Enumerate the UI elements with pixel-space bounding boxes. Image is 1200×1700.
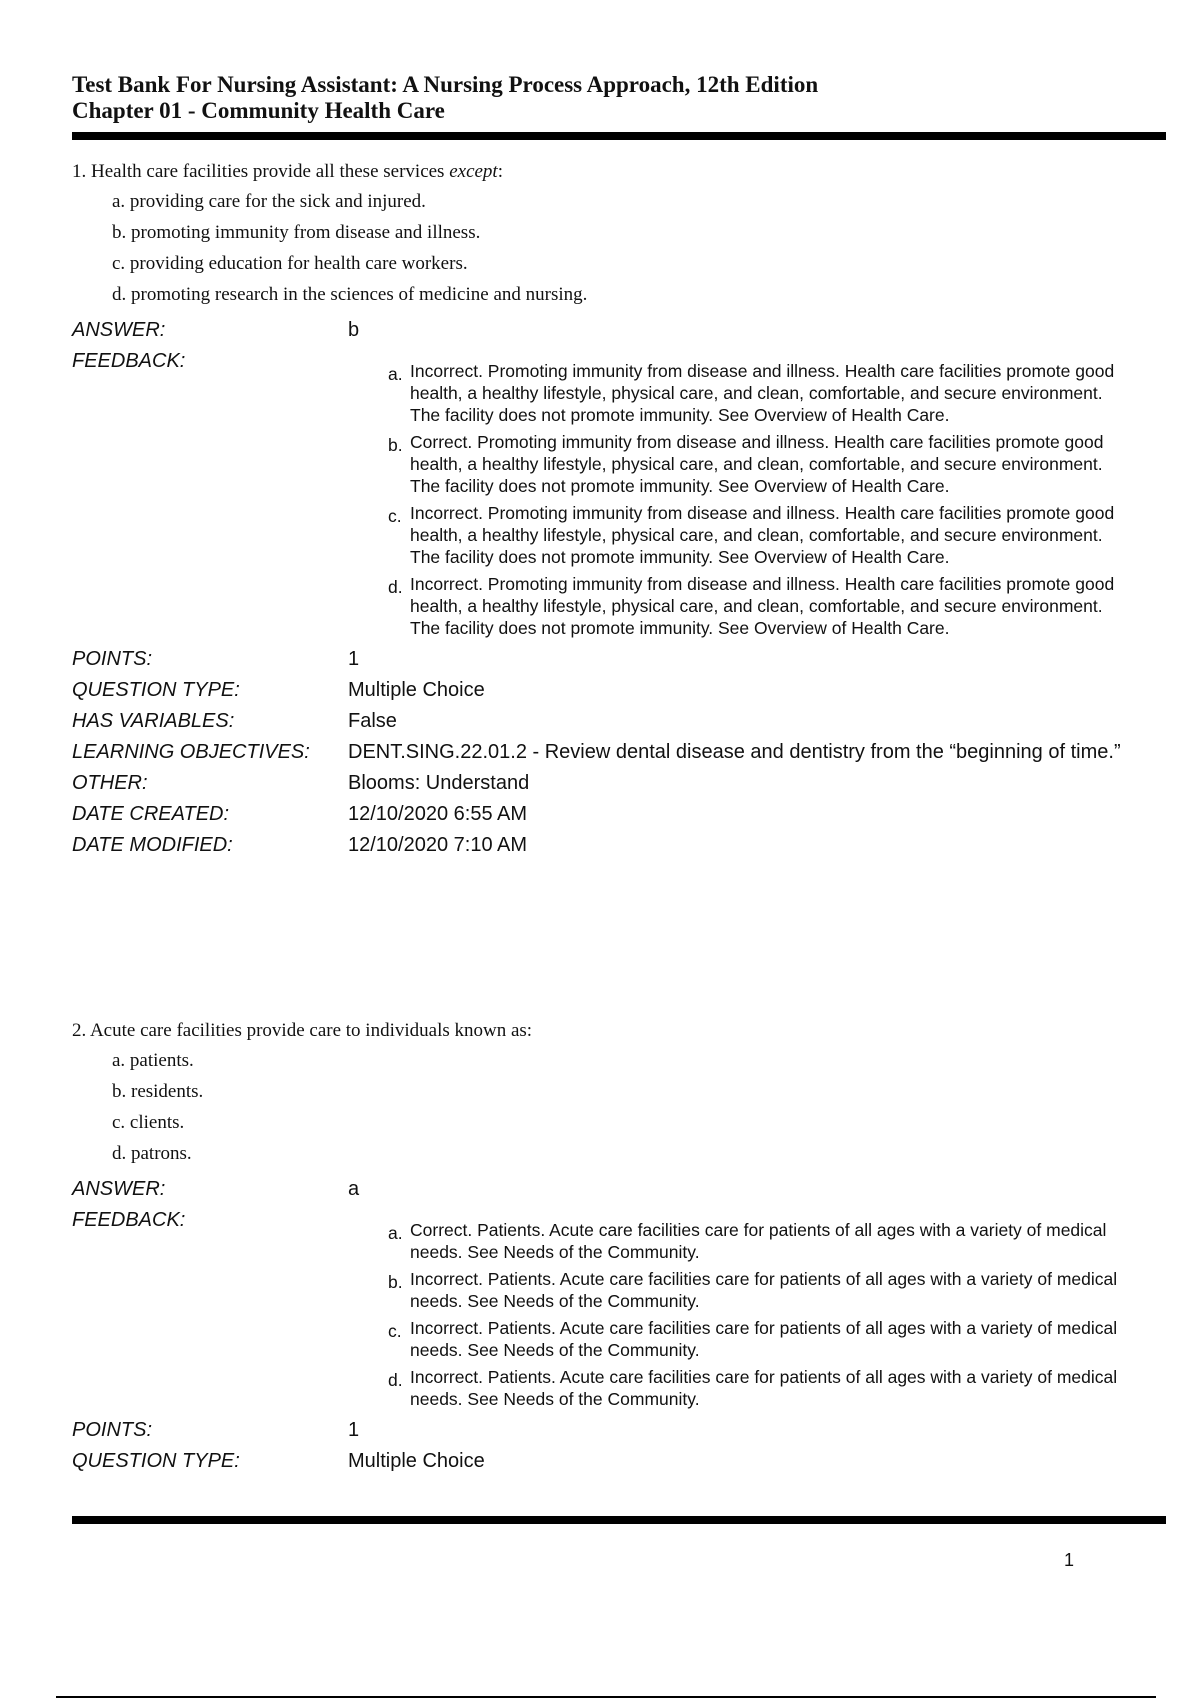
page-bottom-rule	[56, 1696, 1156, 1698]
answer-value: a	[348, 1178, 360, 1200]
answer-label: ANSWER:	[72, 1178, 166, 1200]
choice-b: b. promoting immunity from disease and illness.	[112, 222, 481, 243]
answer-label: ANSWER:	[72, 319, 166, 341]
question-type-row: QUESTION TYPE: Multiple Choice	[72, 679, 485, 701]
feedback-list	[388, 1219, 1128, 1410]
feedback-item: c. Incorrect. Promoting immunity from disease and illness. Health care facilities promote good health, a healthy lifestyle, physical care, and clean, comfortable, and secure environment. The facility does not promote immunity. See Overview of Health Care.	[388, 503, 1115, 567]
choice-a: a. patients.	[112, 1050, 194, 1071]
answer-row	[72, 1178, 1166, 1200]
date-modified-row: DATE MODIFIED: 12/10/2020 7:10 AM	[72, 834, 528, 856]
document-header	[72, 72, 1166, 124]
feedback-list	[388, 360, 1128, 639]
learning-objectives-row: LEARNING OBJECTIVES: DENT.SING.22.01.2 - Review dental disease and dentistry from the “beginning of time.”	[72, 741, 1121, 763]
feedback-item: c. Incorrect. Patients. Acute care facilities care for patients of all ages with a variety of medical needs. See Needs of the Community.	[388, 1318, 1118, 1360]
points-row: POINTS: 1	[72, 1419, 360, 1441]
question-stem: 1. Health care facilities provide all these services except:	[72, 161, 503, 182]
feedback-item: b. Incorrect. Patients. Acute care facilities care for patients of all ages with a variety of medical needs. See Needs of the Community.	[388, 1269, 1118, 1311]
feedback-item: d. Incorrect. Patients. Acute care facilities care for patients of all ages with a variety of medical needs. See Needs of the Community.	[388, 1367, 1118, 1409]
answer-value: b	[348, 319, 360, 341]
choice-d: d. patrons.	[112, 1143, 192, 1164]
document-title: Test Bank For Nursing Assistant: A Nursing Process Approach, 12th Edition	[72, 72, 819, 97]
question-type-row: QUESTION TYPE: Multiple Choice	[72, 1450, 485, 1472]
choice-d: d. promoting research in the sciences of medicine and nursing.	[112, 284, 588, 305]
choice-c: c. providing education for health care workers.	[112, 253, 468, 274]
feedback-item: a. Incorrect. Promoting immunity from disease and illness. Health care facilities promote good health, a healthy lifestyle, physical care, and clean, comfortable, and secure environment. The facility does not promote immunity. See Overview of Health Care.	[388, 361, 1115, 425]
header-rule	[72, 132, 1166, 140]
date-created-row: DATE CREATED: 12/10/2020 6:55 AM	[72, 803, 528, 825]
question-stem: 2. Acute care facilities provide care to individuals known as:	[72, 1020, 533, 1041]
points-row: POINTS: 1	[72, 648, 360, 670]
page-number: 1	[1063, 1550, 1074, 1570]
feedback-item: b. Correct. Promoting immunity from disease and illness. Health care facilities promote good health, a healthy lifestyle, physical care, and clean, comfortable, and secure environment. The facility does not promote immunity. See Overview of Health Care.	[388, 432, 1104, 496]
answer-row	[72, 319, 1166, 341]
feedback-label: FEEDBACK:	[72, 1209, 186, 1231]
choice-c: c. clients.	[112, 1112, 185, 1133]
chapter-title: Chapter 01 - Community Health Care	[72, 98, 445, 123]
feedback-item: d. Incorrect. Promoting immunity from disease and illness. Health care facilities promote good health, a healthy lifestyle, physical care, and clean, comfortable, and secure environment. The facility does not promote immunity. See Overview of Health Care.	[388, 574, 1115, 638]
choice-a: a. providing care for the sick and injured.	[112, 191, 426, 212]
other-row: OTHER: Blooms: Understand	[72, 772, 530, 794]
footer-rule	[72, 1516, 1166, 1524]
choice-b: b. residents.	[112, 1081, 204, 1102]
question-2	[72, 1016, 1166, 1472]
feedback-item: a. Correct. Patients. Acute care facilities care for patients of all ages with a variety of medical needs. See Needs of the Community.	[388, 1220, 1107, 1262]
question-1	[72, 157, 1166, 856]
has-variables-row: HAS VARIABLES: False	[72, 710, 397, 732]
feedback-label: FEEDBACK:	[72, 350, 186, 372]
